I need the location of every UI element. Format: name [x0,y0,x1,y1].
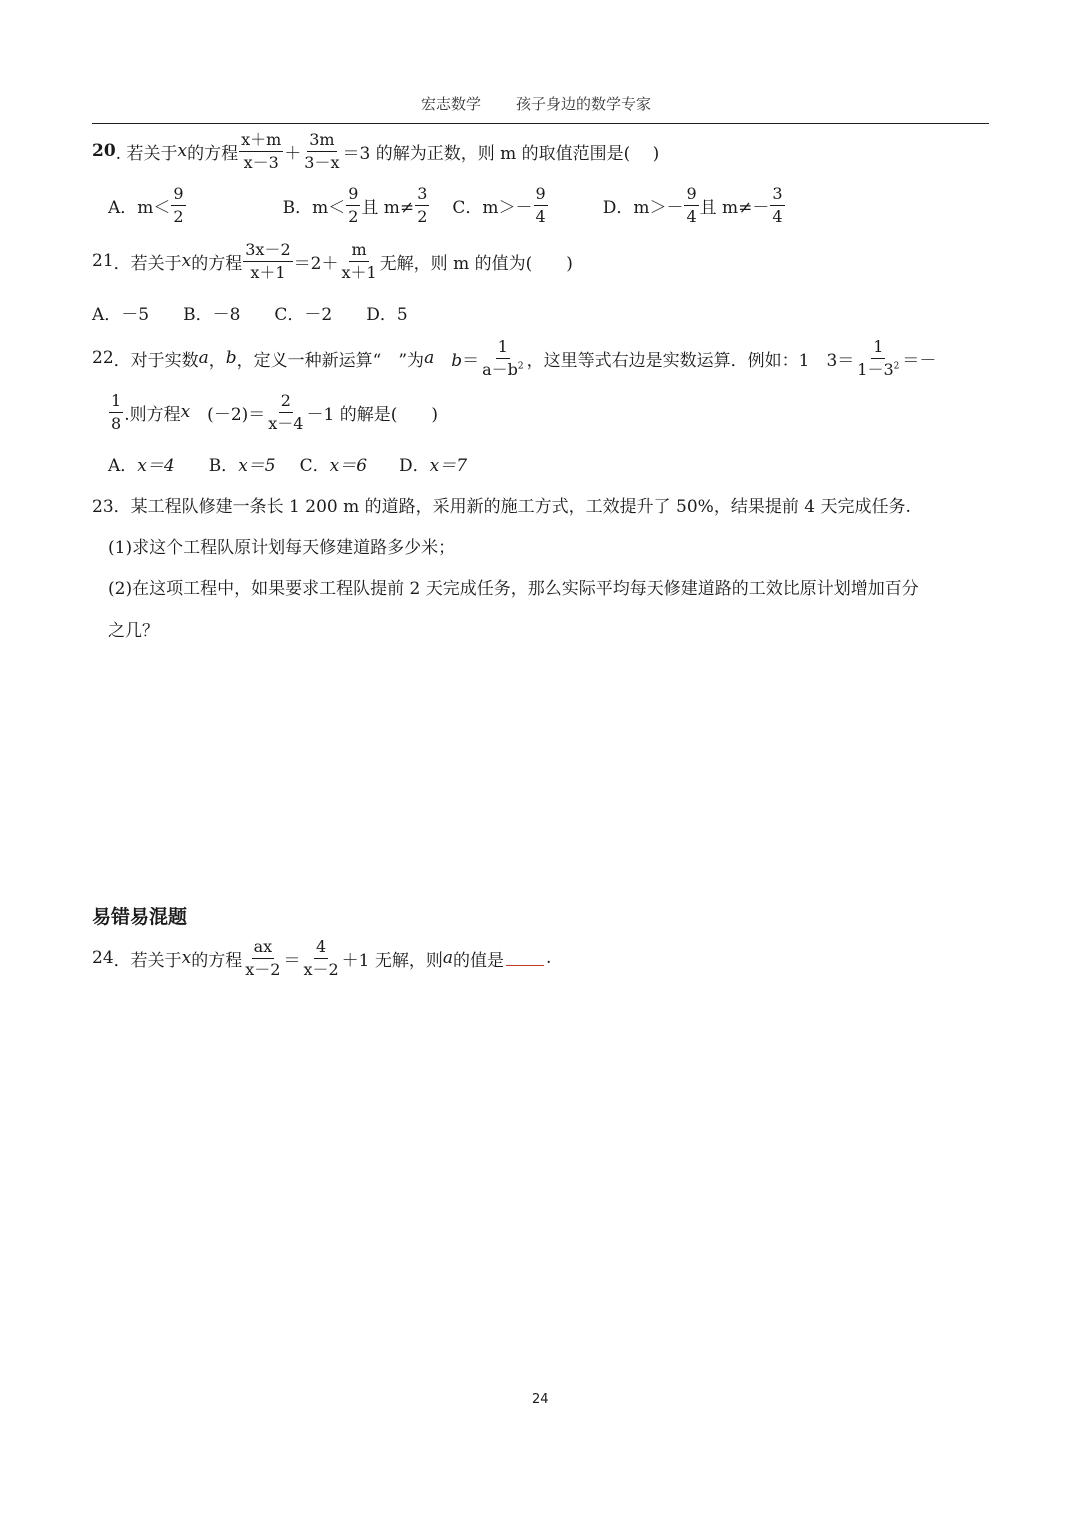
fraction [266,392,305,432]
variable: x [181,948,192,969]
option-b-value: x＝5 [238,456,276,476]
text: . [546,948,552,969]
header-right: 孩子身边的数学专家 [516,95,652,113]
fraction [239,131,283,171]
option-c-label: C．m＞－ [452,197,533,218]
text: 且 m≠ [361,197,415,218]
fraction [339,241,378,281]
numerator: 3m [307,131,336,152]
variable: b [434,350,463,371]
option-d-value: x＝7 [429,456,468,476]
question-23-part2-cont: 之几？ [108,621,159,641]
page-number: 24 [532,1392,549,1407]
text: 的值是 [453,950,505,971]
question-22-cont [108,392,438,432]
question-20 [92,131,659,171]
text: 的方程 [187,143,239,164]
text: ＋ [284,143,302,164]
fraction [855,338,901,378]
option-a-value: x＝4 [137,456,175,476]
text: 无解，则 m 的值为( ) [379,253,573,274]
denominator: x＋1 [250,262,286,282]
denominator: 4 [686,206,697,226]
numerator: 2 [279,392,293,413]
text: ，定义一种新运算“ ”为 [236,350,425,371]
numerator: 4 [314,938,328,959]
denominator: x＋1 [341,262,377,282]
question-22-options [108,451,467,476]
denominator: x－4 [268,413,304,433]
variable: x [177,141,188,162]
option-c-label: C． [299,456,330,476]
numerator: 9 [346,185,360,206]
denominator-text: a－b [482,359,518,379]
text: 的方程 [191,950,243,971]
question-23-line1: 23．某工程队修建一条长 1 200 m 的道路，采用新的施工方式，工效提升了 50%，结果提前 4 天完成任务. [92,497,911,517]
question-20-options [108,185,786,225]
denominator: 2 [173,206,184,226]
fraction [302,131,341,171]
denominator: 4 [772,206,783,226]
fraction [171,185,185,225]
option-b-label: B．m＜ [282,197,346,218]
text: (－2)＝ [190,404,266,425]
question-number: 22 [92,348,114,369]
question-21-options: A．－5 B．－8 C．－2 D．5 [92,305,408,325]
text: ＝ [462,350,480,371]
text: ＝－ [902,350,937,371]
question-21 [92,241,573,281]
fraction [109,392,123,432]
fraction [770,185,784,225]
text: ．对于实数 [113,350,199,371]
text: ＋1 无解，则 [341,950,443,971]
fraction [243,938,282,978]
variable: a [424,348,435,369]
text: ．若关于 [113,950,182,971]
question-23-part1: (1)求这个工程队原计划每天修建道路多少米； [108,538,456,558]
question-number: 21 [92,251,114,272]
denominator: 2 [348,206,359,226]
fraction [301,938,340,978]
question-number: 24 [92,948,114,969]
text: 的方程 [191,253,243,274]
text: 且 m≠－ [699,197,770,218]
text: －1 的解是( ) [306,404,438,425]
section-title: 易错易混题 [92,906,188,928]
numerator: 1 [109,392,123,413]
answer-blank [506,951,544,966]
fraction [415,185,429,225]
text: ＝3 的解为正数，则 m 的取值范围是( ) [342,143,660,164]
question-23-part2: (2)在这项工程中，如果要求工程队提前 2 天完成任务，那么实际平均每天修建道路的工效比原计划增加百分 [108,579,919,599]
text: ＝ [283,950,301,971]
text: . 若关于 [115,143,178,164]
variable: x [181,251,192,272]
numerator: ax [252,938,275,959]
denominator [480,359,526,379]
denominator-text: 1－3 [857,359,894,379]
numerator: 9 [684,185,698,206]
variable: a [442,948,454,969]
text: .则方程 [124,404,181,425]
fraction [346,185,360,225]
option-d-label: D．m＞－ [602,197,684,218]
numerator: 9 [171,185,185,206]
denominator: x－2 [245,959,281,979]
variable: b [225,348,237,369]
option-a-label: A．m＜ [108,197,171,218]
numerator: 3x－2 [243,241,292,262]
numerator: 3 [415,185,429,206]
question-22 [92,338,936,378]
denominator: 3－x [304,152,340,172]
numerator: 9 [534,185,548,206]
option-a-label: A． [108,456,138,476]
header-rule [92,123,989,124]
header-left: 宏志数学 [421,95,482,113]
exponent: 2 [517,361,524,372]
text: ＝2＋ [293,253,339,274]
exponent: 2 [893,361,900,372]
denominator: x－3 [243,152,279,172]
fraction [480,338,526,378]
option-c-value: x＝6 [329,456,368,476]
option-d-label: D． [399,456,430,476]
fraction [534,185,548,225]
text: ，这里等式右边是实数运算．例如：1 3＝ [526,350,855,371]
text: ， [208,350,226,371]
denominator: x－2 [303,959,339,979]
numerator: 1 [871,338,885,359]
question-24 [92,938,551,978]
numerator: m [349,241,368,262]
variable: a [198,348,209,369]
option-b-label: B． [208,456,239,476]
numerator: 3 [770,185,784,206]
denominator: 2 [417,206,428,226]
numerator: 1 [496,338,510,359]
fraction [684,185,698,225]
text: ．若关于 [113,253,182,274]
variable: x [180,402,191,423]
fraction [243,241,292,281]
denominator: 8 [111,413,122,433]
denominator: 4 [535,206,546,226]
question-number: 20 [92,141,116,162]
denominator [855,359,901,379]
numerator: x＋m [239,131,283,152]
